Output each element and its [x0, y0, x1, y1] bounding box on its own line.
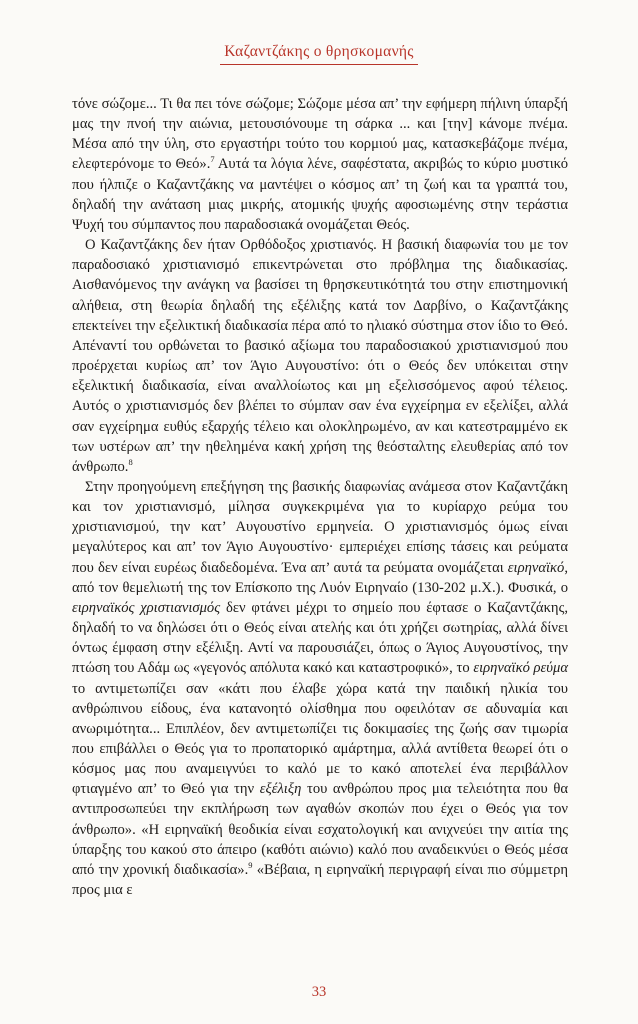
footnote-marker: 8 [128, 456, 133, 467]
text-run: το αντιμετωπίζει σαν «κάτι που έλαβε χώρα κατά την παιδική ηλικία του ανθρώπινου είδους, ένα κατανοητό ολίσθημα που οφειλόταν σε αδυναμία και ανωριμότητα... Επιπλέον, δεν αντιμετωπίζει τις δοκιμασίες της ζωής σαν τιμωρία που επιβάλλει ο Θεός για το προπατορικό αμάρτημα, αλλά αντίθετα θεωρεί ότι ο κόσμος μας που αναμειγνύει το καλό με το κακό αποτελεί ένα περιβάλλον φτιαγμένο απ’ το Θεό για την [72, 680, 568, 798]
body-text [72, 94, 568, 900]
running-header [0, 43, 638, 65]
paragraph [72, 235, 568, 477]
italic-term: εξέλιξη [259, 781, 302, 798]
paragraph [72, 94, 568, 235]
text-run: , από τον θεμελιωτή της τον Επίσκοπο της Λυόν Ειρηναίο (130-202 μ.Χ.). Φυσικά, ο [72, 559, 568, 596]
text-run: τόνε σώζομε... Τι θα πει τόνε σώζομε; Σώζομε μέσα απ’ την εφήμερη πήλινη ύπαρξή μας την πνοή την αιώνια, μετουσιόνουμε τη σάρκα ... και [την] κάνομε πνέμα. Μέσα από την ύλη, στο εργαστήρι τούτο του κορμιού μας, κατασκεβάζομε πνέμα, ελεφτερόνομε το Θεό». [72, 96, 568, 173]
text-run: Ο Καζαντζάκης δεν ήταν Ορθόδοξος χριστιανός. Η βασική διαφωνία του με τον παραδοσιακό χριστιανισμό επικεντρώνεται στο πρόβλημα της διαδικασίας. Αισθανόμενος την ανάγκη να βασίσει τη θρησκευτικότητά του στην επιστημονική αλήθεια, στη θεωρία δηλαδή της εξέλιξης κατά τον Δαρβίνο, ο Καζαντζάκης επεκτείνει την εξελικτική διαδικασία πέρα από το ηλιακό σύστημα στον ίδιο το Θεό. Απέναντί του ορθώνεται το βασικό αξίωμα του παραδοσιακού χριστιανισμού που προέρχεται κυρίως απ’ τον Άγιο Αυγουστίνο: ότι ο Θεός δεν υπόκειται στην εξελικτική διαδικασία, είναι αναλλοίωτος και μη εξελισσόμενος αφού τέλειος. Αυτός ο χριστιανισμός δεν βλέπει το σύμπαν σαν ένα εγχείρημα εν εξελίξει, αλλά σαν εγχείρημα ευθύς εξαρχής τέλειο και ολοκληρωμένο, αν και κατεστραμμένο εκ των υστέρων απ’ την ηθελημένα κακή χρήση της θεόσταλτης ελευθερίας από τον άνθρωπο. [72, 237, 568, 475]
text-run: Στην προηγούμενη επεξήγηση της βασικής διαφωνίας ανάμεσα στον Καζαντζάκη και τον χριστιανισμό, μίλησα συγκεκριμένα για το κυρίαρχο ρεύμα του χριστιανισμού, την κατ’ Αυγουστίνο ερμηνεία. Ο χριστιανισμός όμως είναι μεγαλύτερος και απ’ τον Άγιο Αυγουστίνο· εμπεριέχει επίσης τάσεις και ρεύματα που δεν είναι ευρέως διαδεδομένα. Ένα απ’ αυτά τα ρεύματα ονομάζεται [72, 478, 568, 576]
italic-term: ειρηναϊκός χριστιανισμός [72, 599, 221, 616]
text-run: δεν φτάνει μέχρι το σημείο που έφτασε ο Καζαντζάκης, δηλαδή το να δηλώσει ότι ο Θεός είναι ατελής και ότι χρήζει σωτηρίας, αλλά δίνει όντως έμφαση στην εξέλιξη. Αντί να παρουσιάζει, όπως ο Άγιος Αυγουστίνος, την πτώση του Αδάμ ως «γεγονός απόλυτα κακό και καταστροφικό», το [72, 599, 568, 677]
italic-term: ειρηναϊκό [507, 559, 565, 576]
footnote-marker: 9 [248, 860, 253, 871]
page-number: 33 [311, 984, 327, 1000]
text-run: «Βέβαια, η ειρηναϊκή περιγραφή είναι πιο σύμμετρη προς μια ε [72, 861, 568, 899]
header-title: Καζαντζάκης ο θρησκομανής [220, 43, 418, 65]
italic-term: ειρηναϊκό ρεύμα [473, 660, 568, 677]
paragraph [72, 477, 568, 900]
footnote-marker: 7 [210, 154, 215, 165]
text-run: του ανθρώπου προς μια τελειότητα που θα αντιπροσωπεύει την εκπλήρωση των αγαθών σκοπών που έχει ο Θεός για τον άνθρωπο». «Η ειρηναϊκή θεοδικία είναι εσχατολογική και ανιχνεύει την αιτία της ύπαρξης του κακού στο άπειρο (καθότι αιώνιο) καλό που αναδεικνύει ο Θεός μέσα από την χρονική διαδικασία». [72, 781, 568, 878]
text-run: Αυτά τα λόγια λένε, σαφέστατα, ακριβώς το κύριο μυστικό που ήλπιζε ο Καζαντζάκης να μαντέψει ο κόσμος απ’ τη ζωή και τα γραπτά του, δηλαδή την ανάταση μιας μικρής, ατομικής ψυχής αφοσιωμένης στην τεράστια Ψυχή του σύμπαντος που παραδοσιακά ονομάζεται Θεός. [72, 156, 569, 233]
